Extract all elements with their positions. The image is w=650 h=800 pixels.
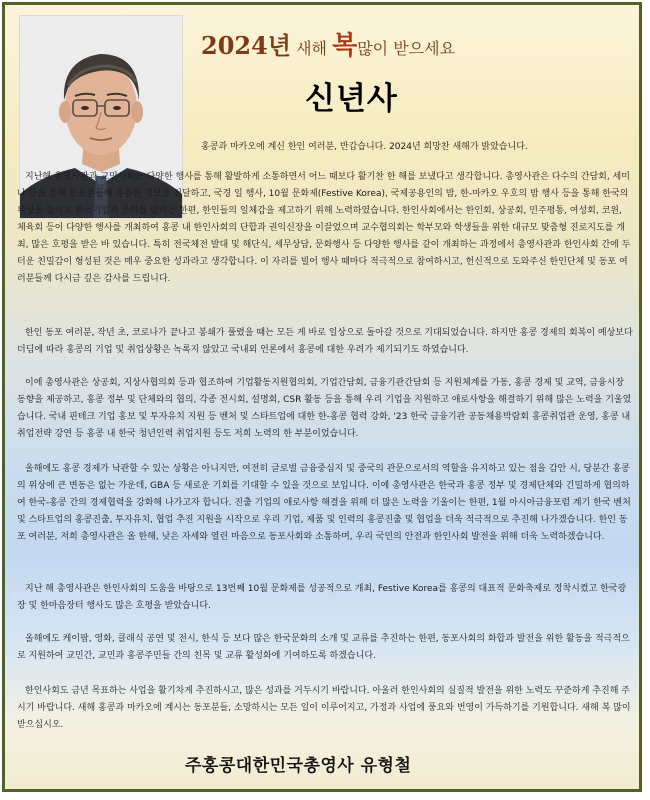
paragraph-7: 올해에도 케이팝, 영화, 클래식 공연 및 전시, 한식 등 보다 많은 한국문화의 소개 및 교류를 추진하는 한편, 동포사회의 화합과 발전을 위한 활동을 적극적으로 지원하여 교민간, 교민과 홍콩주민들 간의 친목 및 교류 활성화에 기여하도록 하겠습니다.	[17, 634, 630, 661]
banner-year: 2024년	[201, 31, 291, 60]
paragraph-intro: 홍콩과 마카오에 계신 한인 여러분, 반갑습니다. 2024년 희망찬 새해가 밝았습니다.	[201, 142, 528, 152]
paragraph-5: 올해에도 홍콩 경제가 낙관할 수 있는 상황은 아니지만, 여전히 글로벌 금융중심지 및 중국의 관문으로서의 역할을 유지하고 있는 점을 감안 시, 당분간 홍콩의 위상에 큰 변동은 없는 가운데, GBA 등 새로운 기회를 기대할 수 있을 것으로 보입니다. 이에 총영사관은 한국과 홍콩 정부 및 경제단체와 긴밀하게 협의하여 한국-홍콩 간의 경제협력을 강화해 나가고자 합니다. 진출 기업의 애로사항 해결을 위해 더 많은 노력을 기울이는 한편, 1월 아시아금융포럼 계기 한국 벤처 및 스타트업의 홍콩진출, 투자유치, 협업 추진 지원을 시작으로 우리 기업, 제품 및 인력의 홍콩진출 및 협업을 더욱 적극적으로 추진해 나가겠습니다. 한인 동포 여러분, 저희 총영사관은 올 한해, 낮은 자세와 열린 마음으로 동포사회와 소통하며, 우리 국민의 안전과 한인사회 발전을 위해 더욱 노력하겠습니다.	[17, 464, 631, 542]
newsletter-page	[2, 2, 642, 792]
banner-text-1: 새해	[290, 39, 333, 58]
page-title: 신년사	[305, 81, 398, 117]
paragraph-3: 한인 동포 여러분, 작년 초, 코로나가 끝나고 봉쇄가 풀렸을 때는 모든 게 바로 일상으로 돌아갈 것으로 기대되었습니다. 하지만 홍콩 경제의 회복이 예상보다 더딤에 따라 홍콩의 기업 및 취업상황은 녹록지 않았고 국내외 언론에서 홍콩에 대한 우려가 제기되기도 하였습니다.	[17, 328, 633, 355]
banner-bok: 복	[332, 31, 358, 61]
signature: 주홍콩대한민국총영사 유형철	[185, 756, 412, 776]
new-year-banner	[201, 25, 455, 62]
paragraph-6: 지난 해 총영사관은 한인사회의 도움을 바탕으로 13번째 10월 문화제를 성공적으로 개최, Festive Korea를 홍콩의 대표적 문화축제로 정착시켰고 한국광장 및 한마음장터 행사도 많은 호평을 받았습니다.	[17, 584, 627, 611]
banner-text-2: 많이 받으세요	[357, 39, 456, 58]
paragraph-4: 이에 총영사관은 상공회, 지상사협의회 등과 협조하여 기업활동지원협의회, 기업간담회, 금융기관간담회 등 지원체계를 가동, 홍콩 경제 및 교역, 금융시장 동향을 제공하고, 홍콩 정부 및 단체와의 협의, 각종 전시회, 설명회, CSR 활동 등을 통해 우리 기업을 지원하고 애로사항을 해결하기 위해 많은 노력을 기울였습니다. 국내 핀테크 기업 홍보 및 투자유치 지원 등 벤처 및 스타트업에 대한 한-홍콩 협력 강화, '23 한국 금융기관 공동채용박람회 홍콩취업관 운영, 홍콩 내 취업전략 강연 등 홍콩 내 한국 청년인력 취업지원 등도 저희 노력의 한 부분이었습니다.	[17, 378, 632, 439]
paragraph-8: 한인사회도 금년 목표하는 사업을 활기차게 추진하시고, 많은 성과를 거두시기 바랍니다. 아울러 한인사회의 실질적 발전을 위한 노력도 꾸준하게 추진해 주시기 바랍니다. 새해 홍콩과 마카오에 계시는 동포분들, 소망하시는 모든 일이 이루어지고, 가정과 사업에 풍요와 번영이 가득하기를 기원합니다. 새해 복 많이 받으십시오.	[17, 686, 631, 730]
paragraph-2: 지난해 총영사관과 교민사회는 다양한 행사를 통해 활발하게 소통하면서 어느 때보다 활기찬 한 해를 보냈다고 생각합니다. 총영사관은 다수의 간담회, 세미나 등을 통해 동포분들께 유용한 정보를 전달하고, 국경 일 행사, 10월 문화제(Festive Korea), 국제공용인의 밤, 한-마카오 우호의 밤 행사 등을 통해 한국의 위상을 높이고 한국기업과 문화를 알리는 한편, 한인들의 일체감을 제고하기 위해 노력하였습니다. 한인사회에서는 한인회, 상공회, 민주평통, 여성회, 코윈, 체육회 등이 다양한 행사를 개최하여 홍콩 내 한인사회의 단합과 권익신장을 이끌었으며 교수협의회는 학부모와 학생들을 위한 대규모 맞춤형 진로지도를 개최, 많은 호평을 받은 바 있습니다. 특히 전국체전 발대 및 해단식, 세무상담, 문화행사 등 다양한 행사를 같이 개최하는 과정에서 총영사관과 한인사회 간에 두터운 친밀감이 형성된 것은 매우 중요한 성과라고 생각합니다. 이 자리를 빌어 행사 때마다 적극적으로 참여하시고, 헌신적으로 도와주신 한인단체 및 동포 여러분들께 다시금 깊은 감사를 드립니다.	[17, 172, 631, 284]
